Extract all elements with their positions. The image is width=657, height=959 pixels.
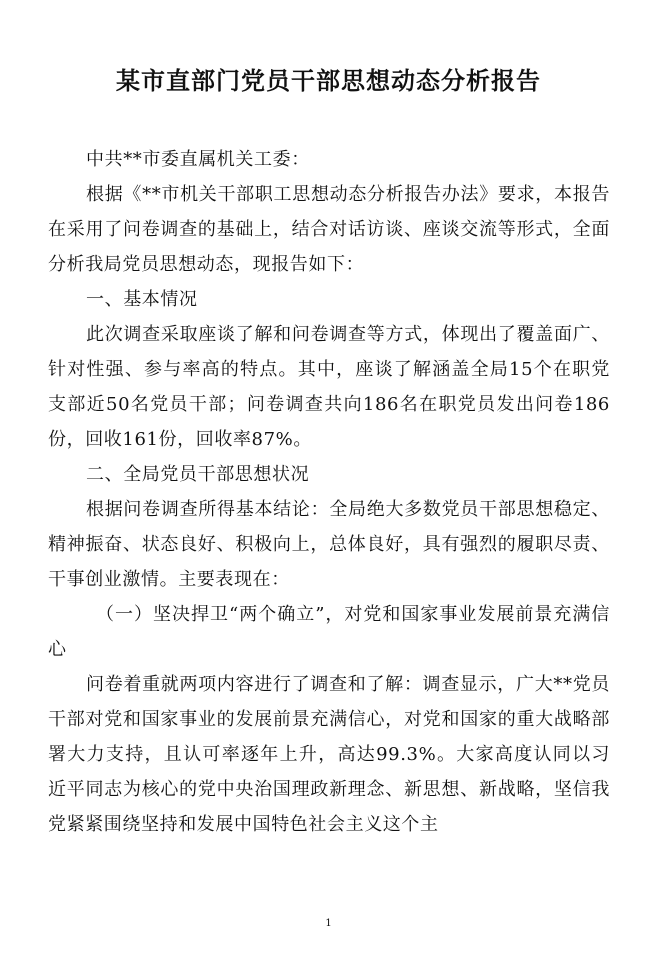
subsection-heading-1: （一）坚决捍卫“两个确立”，对党和国家事业发展前景充满信心 — [48, 604, 610, 660]
document-body — [48, 142, 610, 842]
basic-situation-paragraph: 此次调查采取座谈了解和问卷调查等方式，体现出了覆盖面广、针对性强、参与率高的特点。其中，座谈了解涵盖全局15个在职党支部近50名党员干部；问卷调查共向186名在职党员发出问卷186份，回收161份，回收率87%。 — [48, 324, 610, 450]
section-heading-thought-status: 二、全局党员干部思想状况 — [86, 464, 310, 485]
intro-paragraph: 根据《**市机关干部职工思想动态分析报告办法》要求，本报告在采用了问卷调查的基础上，结合对话访谈、座谈交流等形式，全面分析我局党员思想动态，现报告如下： — [48, 184, 610, 275]
page-number: 1 — [325, 918, 332, 929]
document-title: 某市直部门党员干部思想动态分析报告 — [116, 67, 541, 95]
section-heading-basic-situation: 一、基本情况 — [86, 289, 198, 310]
survey-results-paragraph: 问卷着重就两项内容进行了调查和了解：调查显示，广大**党员干部对党和国家事业的发展前景充满信心，对党和国家的重大战略部署大力支持，且认可率逐年上升，高达99.3%。大家高度认同以习近平同志为核心的党中央治国理政新理念、新思想、新战略，坚信我党紧紧围绕坚持和发展中国特色社会主义这个主 — [48, 674, 610, 835]
thought-status-paragraph: 根据问卷调查所得基本结论：全局绝大多数党员干部思想稳定、精神振奋、状态良好、积极向上，总体良好，具有强烈的履职尽责、干事创业激情。主要表现在： — [48, 499, 610, 590]
salutation: 中共**市委直属机关工委： — [86, 149, 310, 170]
